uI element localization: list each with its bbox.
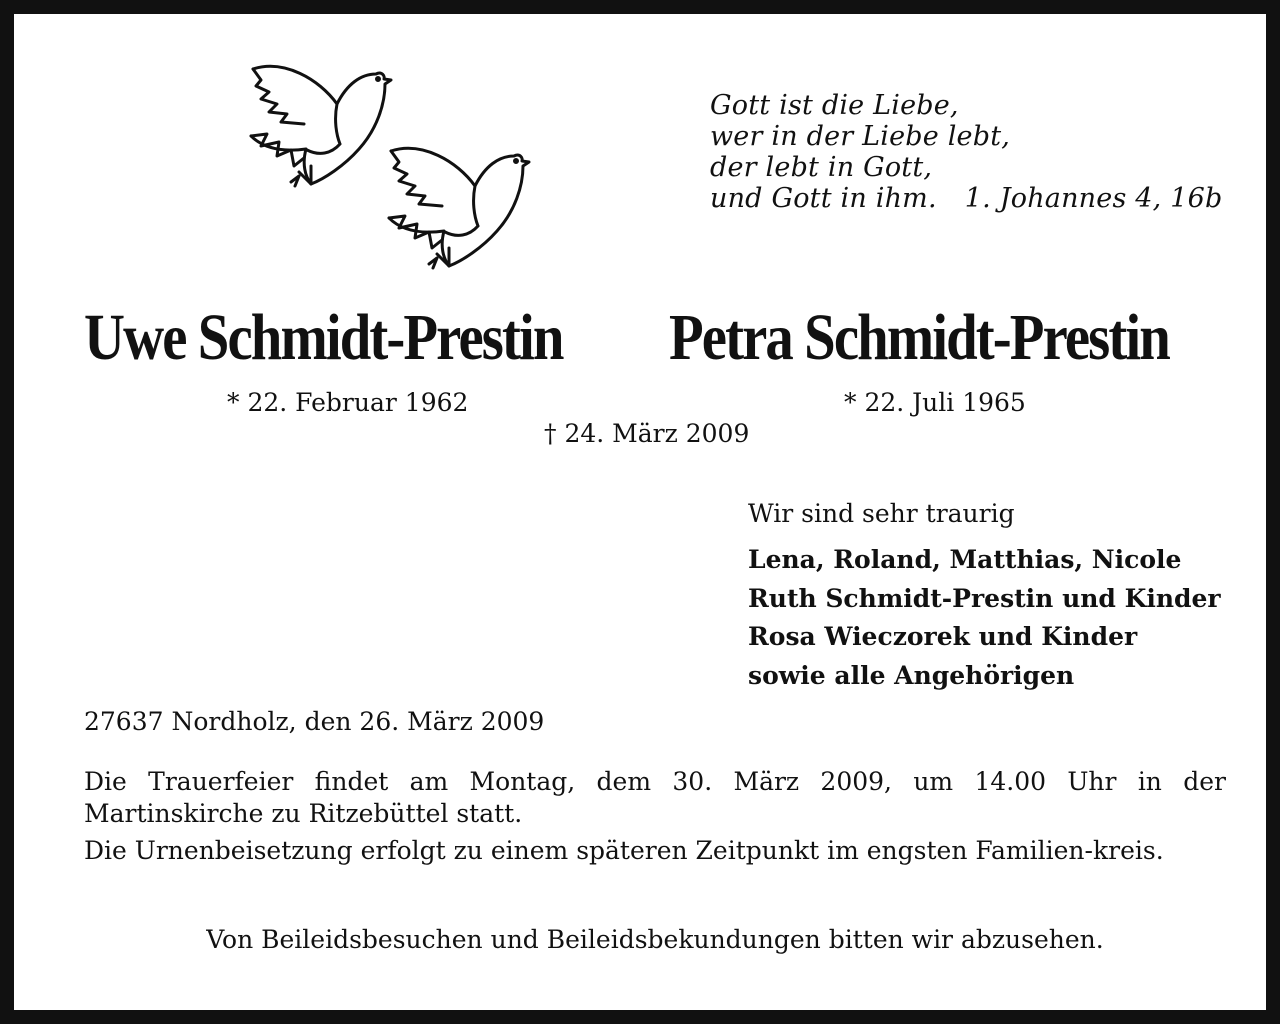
mourners-block [748, 497, 1238, 695]
mourners-intro: Wir sind sehr traurig [748, 499, 1015, 528]
mourner-name: sowie alle Angehörigen [748, 660, 1075, 690]
two-doves-icon [239, 54, 539, 279]
verse-line: der lebt in Gott, [710, 152, 933, 183]
dove-upper-icon [251, 66, 391, 186]
bible-verse [710, 90, 1230, 214]
funeral-service-paragraph: Die Trauerfeier findet am Montag, dem 30. März 2009, um 14.00 Uhr in der Martinskirche zu Ritzebüttel statt. [84, 767, 1226, 828]
birth-date-right: * 22. Juli 1965 [844, 388, 1026, 417]
birth-date-left: * 22. Februar 1962 [227, 388, 469, 417]
place-and-date: 27637 Nordholz, den 26. März 2009 [84, 707, 545, 736]
mourner-name: Ruth Schmidt-Prestin und Kinder [748, 583, 1221, 613]
verse-line-last [710, 183, 1230, 214]
death-date: † 24. März 2009 [544, 419, 750, 448]
urn-burial-paragraph: Die Urnenbeisetzung erfolgt zu einem späteren Zeitpunkt im engsten Familien-kreis. [84, 836, 1164, 865]
verse-line: Gott ist die Liebe, [710, 90, 959, 121]
dove-lower-icon [389, 148, 529, 268]
mourner-name: Rosa Wieczorek und Kinder [748, 622, 1138, 651]
deceased-name-left: Uwe Schmidt-Prestin [84, 301, 563, 374]
verse-line: wer in der Liebe lebt, [710, 121, 1011, 152]
mourner-name: Lena, Roland, Matthias, Nicole [748, 545, 1182, 574]
verse-reference: 1. Johannes 4, 16b [964, 183, 1223, 214]
closing-note: Von Beileidsbesuchen und Beileidsbekundungen bitten wir abzusehen. [206, 925, 1104, 954]
deceased-name-right: Petra Schmidt-Prestin [669, 301, 1169, 374]
verse-line-text: und Gott in ihm. [710, 183, 937, 214]
